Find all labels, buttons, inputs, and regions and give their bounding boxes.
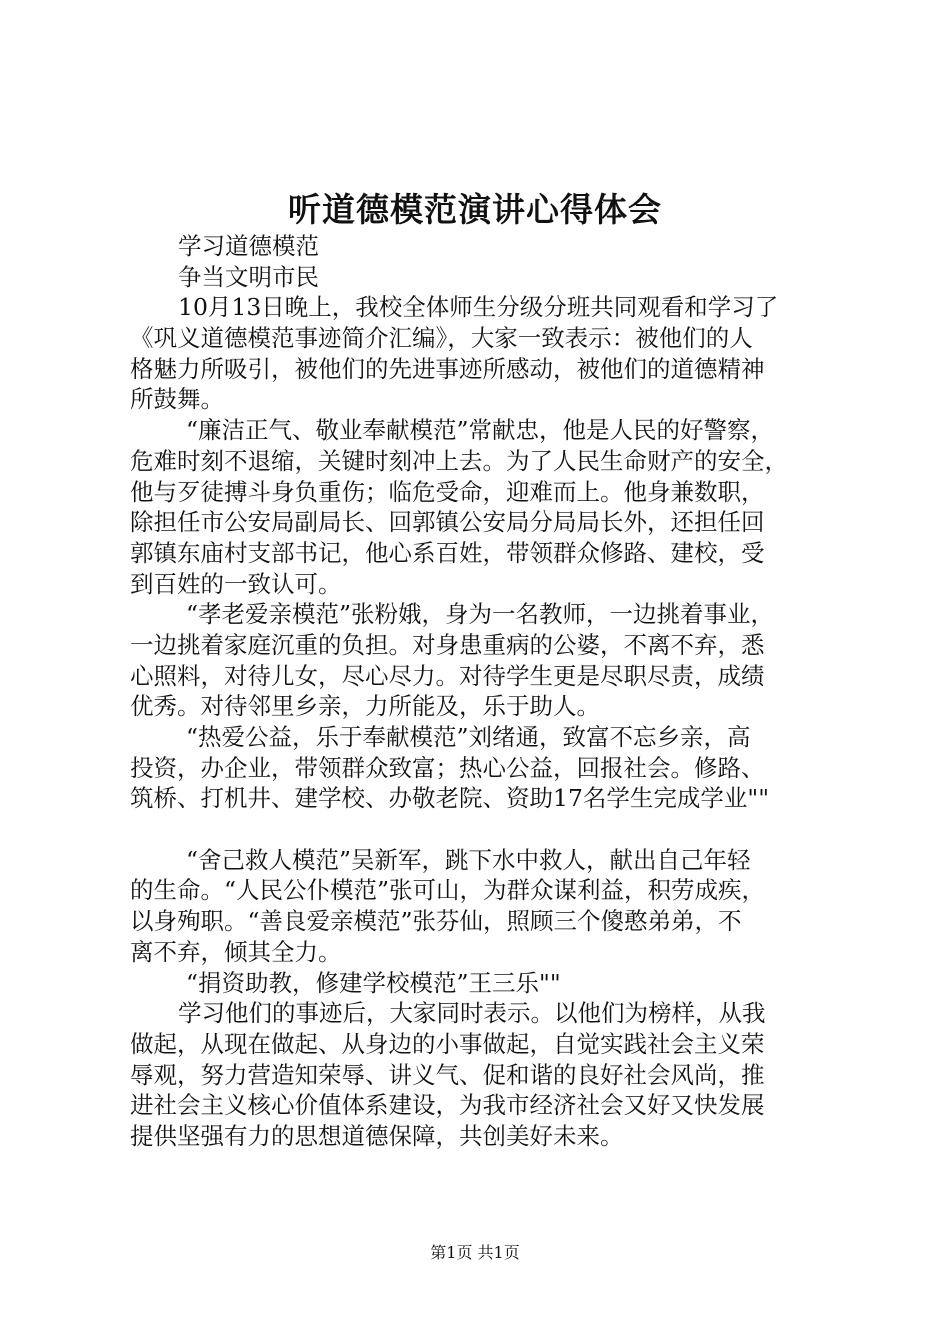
- blank-line: [130, 814, 838, 845]
- text-line: 危难时刻不退缩，关键时刻冲上去。为了人民生命财产的安全，: [130, 446, 788, 475]
- text-line: 10月13日晚上，我校全体师生分级分班共同观看和学习了: [178, 293, 779, 322]
- text-line: 提供坚强有力的思想道德保障，共创美好未来。: [130, 1121, 624, 1150]
- text-line: 进社会主义核心价值体系建设，为我市经济社会又好又快发展: [130, 1091, 765, 1120]
- text-line: “孝老爱亲模范”张粉娥，身为一名教师，一边挑着事业，: [186, 600, 775, 629]
- text-line: 优秀。对待邻里乡亲，力所能及，乐于助人。: [130, 692, 600, 721]
- text-line: “热爱公益，乐于奉献模范”刘绪通，致富不忘乡亲，高: [186, 723, 751, 751]
- text-line: 心照料，对待儿女，尽心尽力。对待学生更是尽职尽责，成绩: [130, 661, 765, 690]
- text-line: 所鼓舞。: [130, 385, 224, 414]
- text-line: 学习道德模范: [178, 232, 319, 260]
- page-footer: 第1页 共1页: [430, 1243, 520, 1262]
- text-line: 辱观，努力营造知荣辱、讲义气、促和谐的良好社会风尚，推: [130, 1060, 765, 1089]
- text-line: 他与歹徒搏斗身负重伤；临危受命，迎难而上。他身兼数职，: [130, 477, 765, 506]
- text-line: 的生命。“人民公仆模范”张可山，为群众谋利益，积劳成疾，: [130, 876, 766, 905]
- text-line: 离不弃，倾其全力。: [130, 937, 342, 966]
- text-line: 学习他们的事迹后，大家同时表示。以他们为榜样，从我: [178, 999, 766, 1028]
- text-line: 做起，从现在做起、从身边的小事做起，自觉实践社会主义荣: [130, 1029, 765, 1058]
- text-line: “廉洁正气、敬业奉献模范”常献忠，他是人民的好警察，: [186, 416, 775, 445]
- text-line: 争当文明市民: [178, 262, 319, 291]
- text-line: 郭镇东庙村支部书记，他心系百姓，带领群众修路、建校，受: [130, 538, 765, 567]
- text-line: 格魅力所吸引，被他们的先进事迹所感动，被他们的道德精神: [130, 354, 765, 383]
- document-body: [130, 231, 838, 1152]
- text-line: 除担任市公安局副局长、回郭镇公安局分局局长外，还担任回: [130, 508, 765, 537]
- text-line: “捐资助教，修建学校模范”王三乐"": [186, 968, 561, 997]
- text-line: 筑桥、打机井、建学校、办敬老院、资助17名学生完成学业"": [130, 784, 770, 813]
- text-line: 《巩义道德模范事迹简介汇编》，大家一致表示：被他们的人: [130, 324, 753, 353]
- document-title: 听道德模范演讲心得体会: [288, 190, 662, 229]
- text-line: 一边挑着家庭沉重的负担。对身患重病的公婆，不离不弃，悉: [130, 630, 765, 659]
- text-line: “舍己救人模范”吴新军，跳下水中救人，献出自己年轻: [186, 845, 751, 874]
- text-line: 到百姓的一致认可。: [130, 569, 342, 598]
- text-line: 投资，办企业，带领群众致富；热心公益，回报社会。修路、: [130, 753, 765, 782]
- text-line: 以身殉职。“善良爱亲模范”张芬仙，照顾三个傻憨弟弟，不: [130, 907, 742, 936]
